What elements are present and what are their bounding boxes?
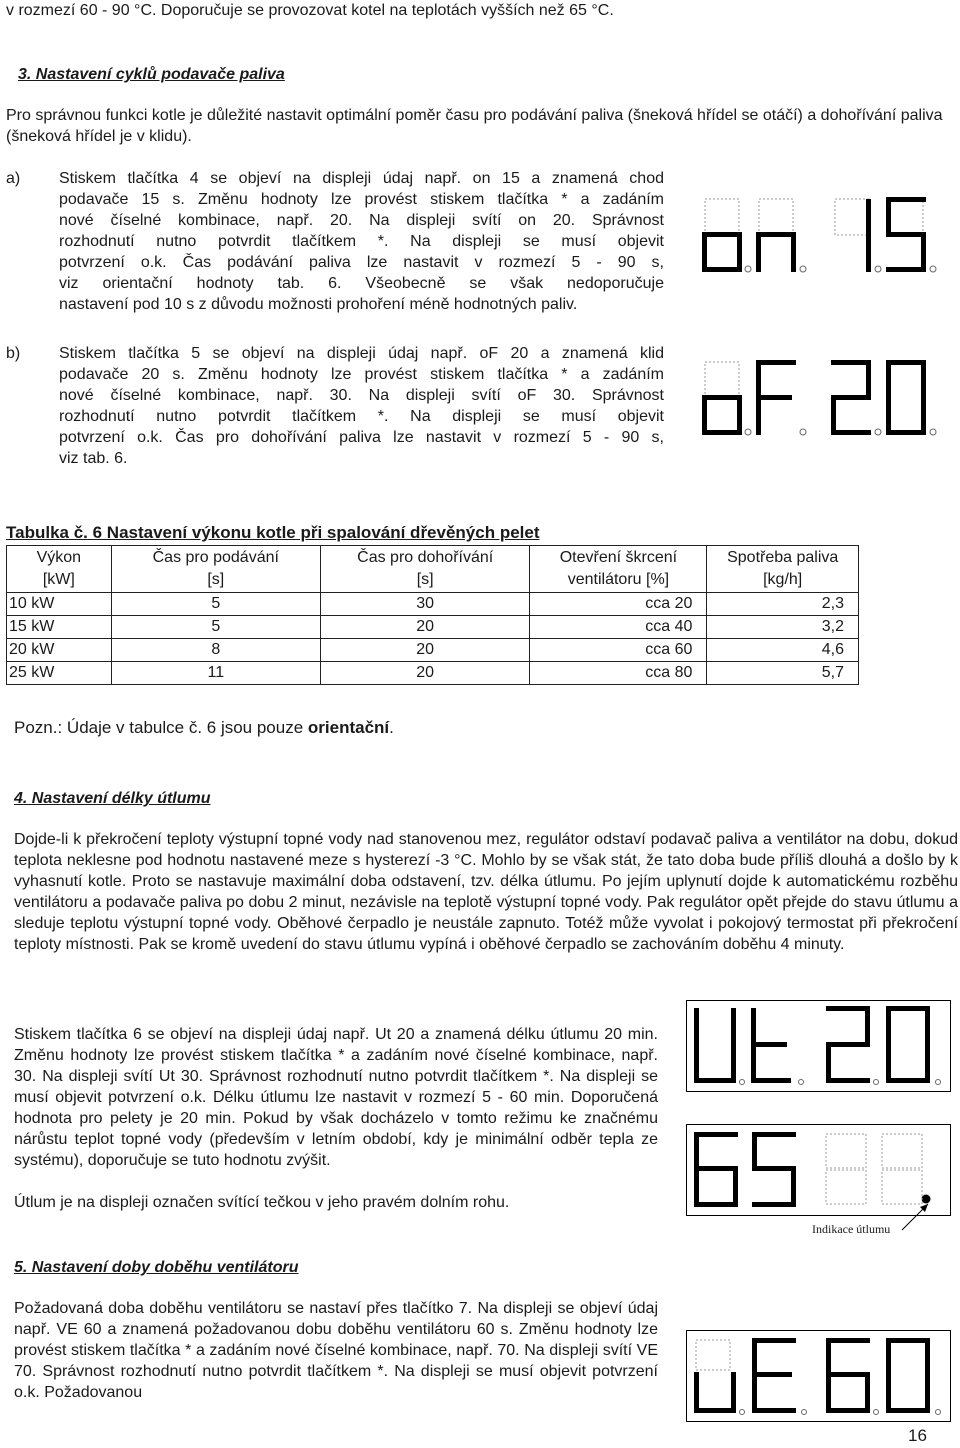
display-of-20 (695, 358, 945, 440)
table-cell: 2,3 (707, 593, 859, 616)
table-cell: 11 (111, 662, 320, 685)
table-cell: cca 40 (530, 616, 707, 639)
item-b-line: rozhodnutí nutno potvrdit tlačítkem *. Na displeji se musí objevit (59, 408, 664, 425)
section-3-intro: Pro správnou funkci kotle je důležité nastavit optimální poměr času pro podávání paliva (šneková hřídel se otáčí) a dohořívání paliva (šneková hřídel je v klidu). (6, 107, 943, 145)
item-a-line: potvrzení o.k. Čas podávání paliva lze nastavit v rozmezí 5 - 90 s, (59, 254, 664, 271)
table-caption (6, 522, 540, 544)
display-ut-20 (686, 1000, 951, 1092)
table-cell: 15 kW (7, 616, 112, 639)
table-cell: cca 20 (530, 593, 707, 616)
table-cell: 5 (111, 616, 320, 639)
table-cell: cca 80 (530, 662, 707, 685)
section-4-paragraph: Dojde-li k překročení teploty výstupní topné vody nad stanovenou mez, regulátor odstaví podavač paliva a ventilátor na dobu, dokud teplota neklesne pod hodnotu nastavené meze s hysterezí -3 °C. Mohlo by se však stát, že tato doba bude příliš dlouhá a došlo by k vyhasnutí kotle. Proto se nastavuje maximální doba odstavení, tzv. délka útlumu. Po jejím uplynutí dojde k automatickému rozběhu ventilátoru a podavače paliva po dobu 2 minut, nezávisle na teplotě výstupní topné vody. Pak regulátor opět přejde do stavu útlumu a sleduje teplotu výstupní topné vody. Oběhové čerpadlo je neustále zapnuto. Totéž může vyvolat i pokojový termostat při překročení teploty místnosti. Pak se kromě uvedení do stavu útlumu vypíná i oběhové čerpadlo se zachováním doběhu 4 minuty. (14, 831, 958, 953)
indicator-label: Indikace útlumu (812, 1222, 891, 1236)
item-b-line: potvrzení o.k. Čas pro dohořívání paliva lze nastavit v rozmezí 5 - 90 s, (59, 429, 664, 446)
indicator-arrow (880, 1196, 950, 1236)
item-a-line: viz orientační hodnoty tab. 6. Všeobecně se však nedoporučuje (59, 275, 664, 292)
item-b-line: Stiskem tlačítka 5 se objeví na displeji údaj např. oF 20 a znamená klid (59, 345, 664, 362)
item-a-line: nové číselné kombinace, např. 20. Na displeji svítí on 20. Správnost (59, 212, 664, 229)
table-note-bold: orientační (307, 718, 390, 737)
table-cell: 25 kW (7, 662, 112, 685)
item-b-label: b) (6, 345, 21, 362)
item-a-label: a) (6, 170, 21, 187)
table-cell: 20 (320, 662, 530, 685)
item-a-line: podavače 15 s. Změnu hodnoty lze provést stiskem tlačítka * a zadáním (59, 191, 664, 208)
top-line: v rozmezí 60 - 90 °C. Doporučuje se provozovat kotel na teplotách vyšších než 65 °C. (6, 2, 614, 19)
table-cell: cca 60 (530, 639, 707, 662)
table-cell: 8 (111, 639, 320, 662)
table-caption-rest: 6 Nastavení výkonu kotle při spalování dřevěných pelet (87, 523, 540, 542)
table-cell: 20 (320, 639, 530, 662)
settings-table (6, 545, 859, 685)
table-header-cell: Spotřeba paliva [kg/h] (707, 546, 859, 593)
item-b-text (59, 343, 664, 469)
table-cell: 5,7 (707, 662, 859, 685)
table-header-cell: Výkon [kW] (7, 546, 112, 593)
item-a-line: Stiskem tlačítka 4 se objeví na displeji údaj např. on 15 a znamená chod (59, 170, 664, 187)
section-5-title: 5. Nastavení doby doběhu ventilátoru (14, 1259, 299, 1276)
table-cell: 5 (111, 593, 320, 616)
section-5-paragraph: Požadovaná doba doběhu ventilátoru se nastaví přes tlačítko 7. Na displeji se objeví údaj např. VE 60 a znamená požadovanou dobu doběhu ventilátoru 60 s. Změnu hodnoty lze provést stiskem tlačítka * a zadáním nové číselné kombinace, např. 70. Na displeji svítí VE 70. Správnost rozhodnutí nutno potvrdit tlačítkem *. Na displeji se musí objevit potvrzení o.k. Požadovanou (14, 1300, 658, 1401)
table-cell: 10 kW (7, 593, 112, 616)
item-b-line: podavače 20 s. Změnu hodnoty lze provést stiskem tlačítka * a zadáním (59, 366, 664, 383)
attenuation-note: Útlum je na displeji označen svítící tečkou v jeho pravém dolním rohu. (14, 1194, 510, 1211)
section-4-display-paragraph: Stiskem tlačítka 6 se objeví na displeji údaj např. Ut 20 a znamená délku útlumu 20 min. Změnu hodnoty lze provést stiskem tlačítka * a zadáním nové číselné kombinace, např. 30. Na displeji svítí Ut 30. Správnost rozhodnutí nutno potvrdit tlačítkem *. Na displeji se musí objevit potvrzení o.k. Délku útlumu lze nastavit v rozmezí 5 - 60 min. Doporučená hodnota pro pelety je 20 min. Pokud by však docházelo v tomto režimu ke značnému nárůstu teplot topné vody (především v letním období, kdy je minimální odběr tepla ze systému), doporučuje se tuto hodnotu zvýšit. (14, 1026, 658, 1169)
page-number: 16 (908, 1426, 927, 1445)
table-header-cell: Otevření škrcení ventilátoru [%] (530, 546, 707, 593)
table-row (7, 593, 859, 616)
item-a-line: rozhodnutí nutno potvrdit tlačítkem *. Na displeji se musí objevit (59, 233, 664, 250)
table-header-cell: Čas pro dohořívání [s] (320, 546, 530, 593)
item-b-line: nové číselné kombinace, např. 30. Na displeji svítí oF 30. Správnost (59, 387, 664, 404)
table-cell: 4,6 (707, 639, 859, 662)
table-row (7, 662, 859, 685)
section-4-title: 4. Nastavení délky útlumu (14, 790, 211, 807)
table-caption-prefix: Tabulka č. (6, 523, 88, 542)
table-header-cell: Čas pro podávání [s] (111, 546, 320, 593)
table-note-suffix: . (389, 718, 394, 737)
table-note-prefix: Pozn.: Údaje v tabulce č. 6 jsou pouze (14, 718, 308, 737)
table-row (7, 616, 859, 639)
table-cell: 30 (320, 593, 530, 616)
section-3-title: 3. Nastavení cyklů podavače paliva (18, 66, 285, 83)
table-row (7, 639, 859, 662)
item-b-line: viz tab. 6. (59, 450, 128, 467)
table-cell: 3,2 (707, 616, 859, 639)
table-cell: 20 (320, 616, 530, 639)
display-ve-60 (686, 1330, 951, 1422)
item-a-text (59, 168, 664, 315)
table-note (14, 717, 394, 739)
display-on-15 (695, 195, 945, 277)
table-cell: 20 kW (7, 639, 112, 662)
item-a-line: nastavení pod 10 s z důvodu možnosti prohoření méně hodnotných paliv. (59, 296, 578, 313)
table-header-row (7, 546, 859, 593)
